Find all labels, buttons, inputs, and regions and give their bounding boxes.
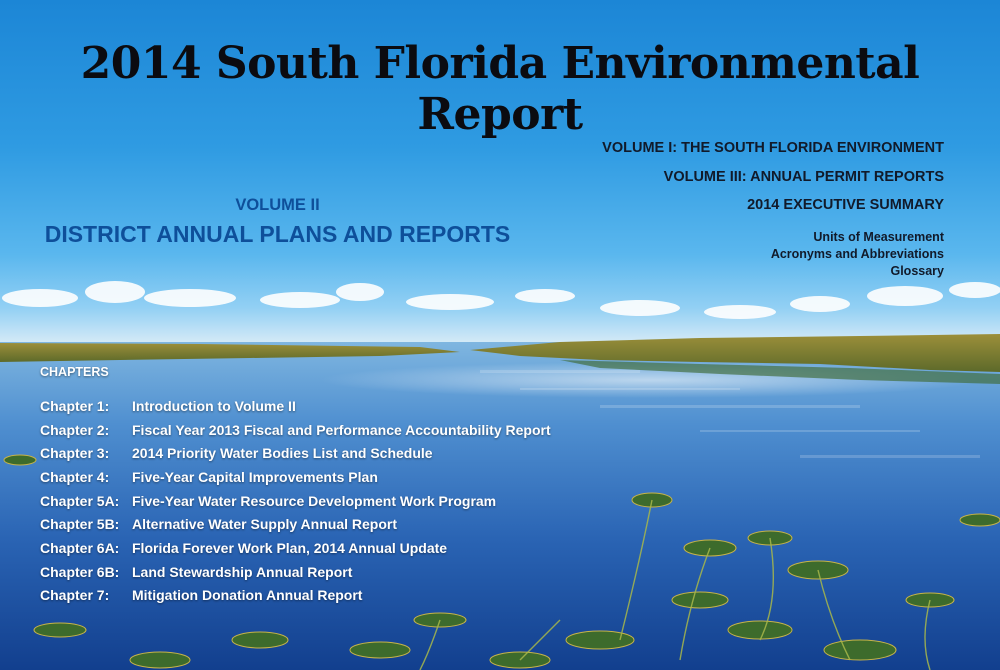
chapter-title: Mitigation Donation Annual Report bbox=[132, 587, 363, 604]
acronyms-link[interactable]: Acronyms and Abbreviations bbox=[770, 246, 944, 261]
chapters-heading: CHAPTERS bbox=[40, 365, 109, 379]
chapter-link-5b[interactable] bbox=[40, 512, 551, 536]
chapter-link-6b[interactable] bbox=[40, 560, 551, 584]
units-of-measurement-link[interactable]: Units of Measurement bbox=[813, 229, 944, 244]
chapter-title: Five-Year Capital Improvements Plan bbox=[132, 468, 378, 485]
chapter-number: Chapter 5A: bbox=[40, 492, 120, 509]
chapter-number: Chapter 7: bbox=[40, 587, 110, 604]
chapter-number: Chapter 6A: bbox=[40, 539, 120, 556]
chapter-number: Chapter 5B: bbox=[40, 516, 120, 533]
volume-iii-link[interactable]: VOLUME III: ANNUAL PERMIT REPORTS bbox=[663, 168, 944, 185]
supplement-links bbox=[602, 229, 944, 280]
chapter-number: Chapter 2: bbox=[40, 421, 110, 438]
chapter-link-5a[interactable] bbox=[40, 489, 551, 513]
chapter-title: Fiscal Year 2013 Fiscal and Performance Accountability Report bbox=[132, 421, 551, 438]
chapter-title: Florida Forever Work Plan, 2014 Annual Update bbox=[132, 539, 448, 556]
chapter-number: Chapter 1: bbox=[40, 397, 110, 414]
chapter-number: Chapter 4: bbox=[40, 468, 110, 485]
executive-summary-link[interactable]: 2014 EXECUTIVE SUMMARY bbox=[747, 197, 944, 213]
chapter-number: Chapter 6B: bbox=[40, 563, 120, 580]
volume-links bbox=[602, 134, 944, 280]
volume-i-link[interactable]: VOLUME I: THE SOUTH FLORIDA ENVIRONMENT bbox=[602, 140, 944, 156]
clouds bbox=[2, 281, 1000, 319]
chapter-title: 2014 Priority Water Bodies List and Schedule bbox=[132, 445, 433, 462]
chapter-link-1[interactable] bbox=[40, 394, 551, 418]
chapter-number: Chapter 3: bbox=[40, 445, 110, 462]
chapter-title: Land Stewardship Annual Report bbox=[132, 563, 353, 580]
chapter-link-4[interactable] bbox=[40, 465, 551, 489]
chapter-link-2[interactable] bbox=[40, 418, 551, 442]
report-title: 2014 South Florida Environmental Report bbox=[80, 38, 920, 140]
chapter-link-7[interactable] bbox=[40, 584, 551, 608]
chapter-title: Five-Year Water Resource Development Work Program bbox=[132, 492, 497, 509]
chapter-title: Introduction to Volume II bbox=[132, 397, 296, 414]
chapter-link-6a[interactable] bbox=[40, 536, 551, 560]
chapter-list bbox=[40, 365, 551, 607]
chapter-link-3[interactable] bbox=[40, 441, 551, 465]
chapter-title: Alternative Water Supply Annual Report bbox=[132, 516, 397, 533]
volume-ii-heading: DISTRICT ANNUAL PLANS AND REPORTS bbox=[44, 221, 511, 247]
glossary-link[interactable]: Glossary bbox=[890, 263, 944, 278]
volume-ii-label: VOLUME II bbox=[235, 196, 320, 214]
volume-ii-block bbox=[0, 196, 555, 248]
